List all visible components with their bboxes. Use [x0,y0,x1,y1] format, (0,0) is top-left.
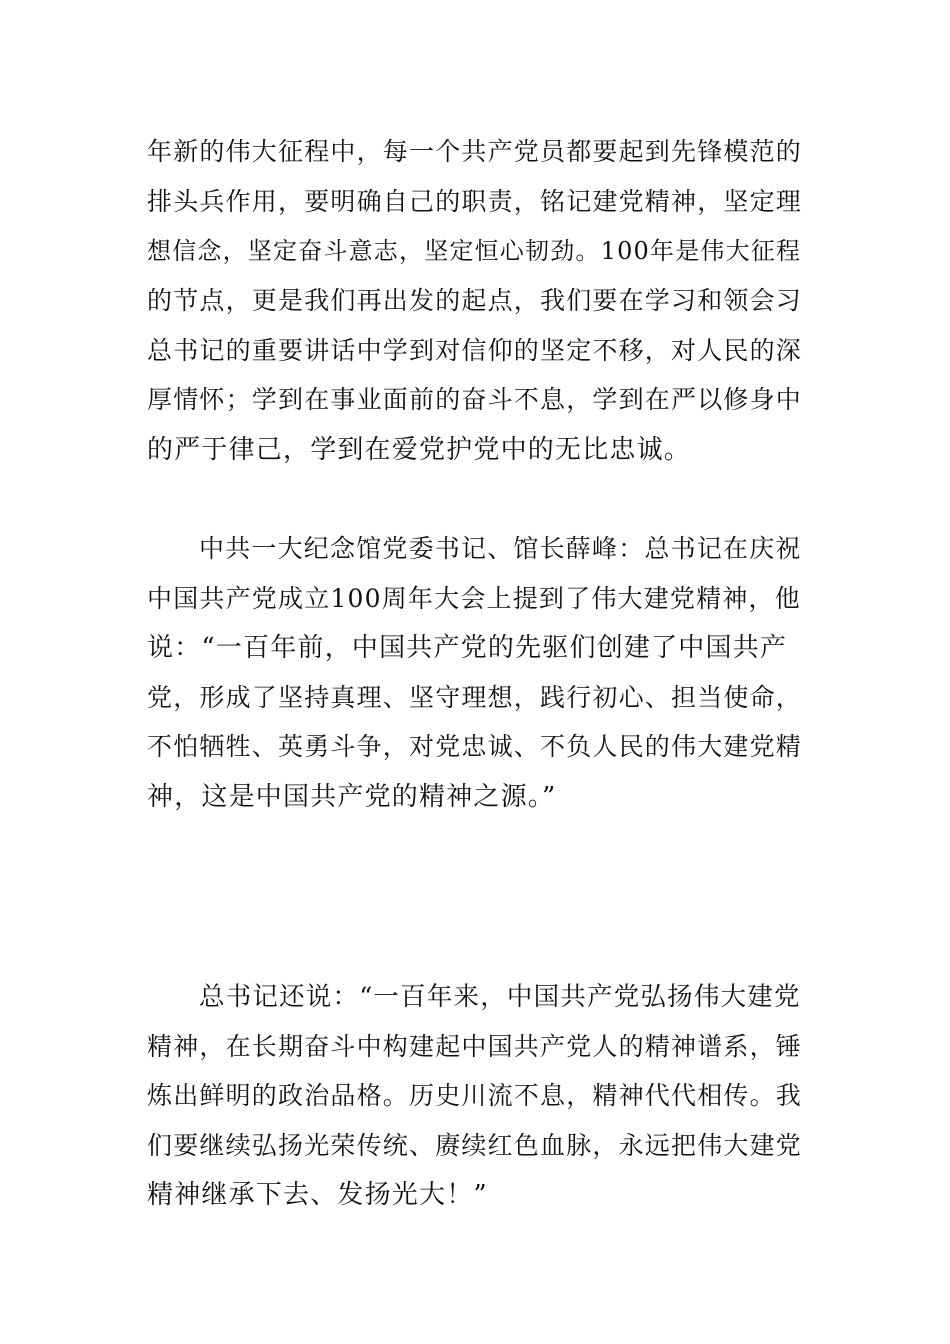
text-line: 神，这是中国共产党的精神之源。” [147,782,557,812]
text-line: 总书记还说：“一百年来，中国共产党弘扬伟大建党 [199,982,801,1012]
text-line: 中国共产党成立100周年大会上提到了伟大建党精神，他 [147,584,801,613]
text-line: 总书记的重要讲话中学到对信仰的坚定不移，对人民的深 [147,336,803,365]
text-line: 精神，在长期奋斗中构建起中国共产党人的精神谱系，锤 [147,1032,803,1061]
text-line: 排头兵作用，要明确自己的职责，铭记建党精神，坚定理 [147,187,803,216]
text-line: 们要继续弘扬光荣传统、赓续红色血脉，永远把伟大建党 [147,1131,803,1160]
text-line: 的严于律己，学到在爱党护党中的无比忠诚。 [147,435,692,465]
text-line: 想信念，坚定奋斗意志，坚定恒心韧劲。100年是伟大征程 [147,237,802,265]
text-line: 炼出鲜明的政治品格。历史川流不息，精神代代相传。我 [147,1081,803,1110]
text-line: 说：“一百年前，中国共产党的先驱们创建了中国共产 [147,633,788,663]
text-line: 党，形成了坚持真理、坚守理想，践行初心、担当使命， [147,683,803,712]
text-line: 厚情怀；学到在事业面前的奋斗不息，学到在严以修身中 [147,385,803,414]
text-line: 精神继承下去、发扬光大！” [147,1180,488,1210]
text-line: 中共一大纪念馆党委书记、馆长薛峰：总书记在庆祝 [199,534,802,563]
text-line: 的节点，更是我们再出发的起点，我们要在学习和领会习 [147,286,803,315]
text-line: 不怕牺牲、英勇斗争，对党忠诚、不负人民的伟大建党精 [147,732,803,761]
text-line: 年新的伟大征程中，每一个共产党员都要起到先锋模范的 [147,137,803,166]
